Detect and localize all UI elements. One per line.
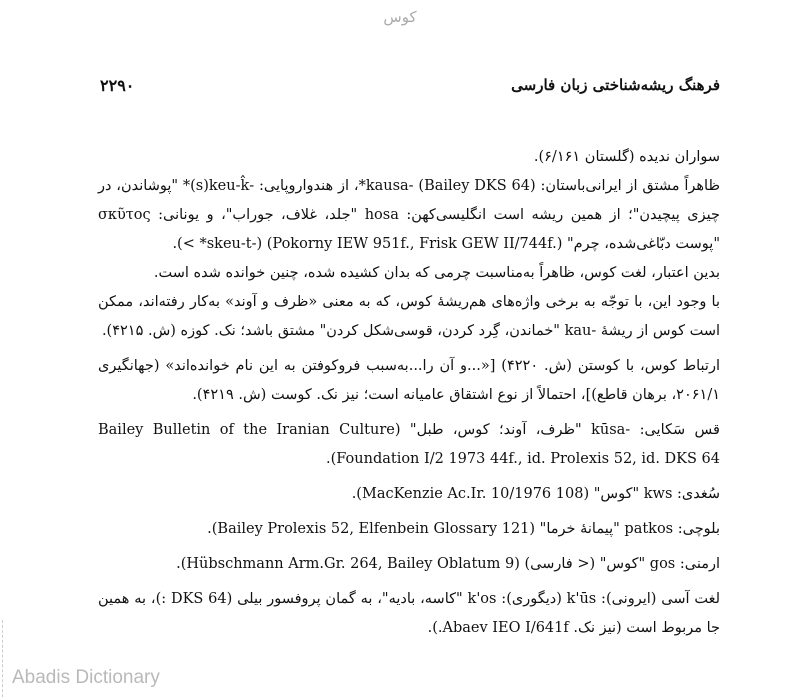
paragraph-sogdian: سُغدی: kws "کوس" (MacKenzie Ac.Ir. 10/1976 108). — [351, 486, 720, 502]
page-number: ۲۲۹۰ — [100, 76, 135, 95]
watermark-logo: Abadis Dictionary — [12, 667, 160, 688]
paragraph-alternative-root: با وجود این، با توجّه به برخی واژه‌های هم‌ریشهٔ کوس، که به معنی «ظرف و آوند» به‌کار رفته‌اند، ممکن است کوس از ریشهٔ -kau "خماندن، گِرد کردن، قوسی‌شکل کردن" مشتق باشد؛ نک. کوزه (ش. ۴۲۱۵). — [98, 294, 720, 339]
paragraph-gulistan-quote: سواران ندیده (گلستان ۶/۱۶۱). — [533, 149, 720, 165]
paragraph-etymology-origin: ظاهراً مشتق از ایرانی‌باستان: ‎*kausa- (Bailey DKS 64)‎، از هندواروپایی: ‎*(s)keu-k̂-‎ "پوشاندن، در چیزی پیچیدن"؛ از همین ریشه است انگلیسی‌کهن: hosa "جلد، غلاف، جوراب"، و یونانی: σκῦτος "پوست دبّاغی‌شده، چرم" ‎(< *skeu-t-) (Pokorny IEW 951f., Frisk GEW II/744f.)‎. — [98, 178, 721, 252]
paragraph-balochi: بلوچی: patkos "پیمانهٔ خرما" (Bailey Prolexis 52, Elfenbein Glossary 121). — [207, 521, 720, 537]
paragraph-leather-explanation: بدین اعتبار، لغت کوس، ظاهراً به‌مناسبت چرمی که بدان کشیده شده، چنین خوانده شده است. — [153, 265, 720, 281]
paragraph-ossetic: لغت آسی (ایرونی): k'ūs (دیگوری): k'os "کاسه، بادیه"، به گمان پروفسور بیلی (DKS 64 :)، به همین جا مربوط است (نیز نک. Abaev IEO I/641f.). — [98, 591, 720, 636]
entry-title: کوس — [383, 8, 417, 26]
book-title: فرهنگ ریشه‌شناختی زبان فارسی — [511, 76, 720, 94]
page-header — [100, 76, 720, 106]
entry-body — [98, 143, 720, 643]
paragraph-saka: قس سَکایی: -kūsa "ظرف، آوند؛ کوس، طبل" (Bailey Bulletin of the Iranian Culture Foundation I/2 1973 44f., id. Prolexis 52, id. DKS 64). — [98, 422, 720, 467]
page-edge-divider — [2, 620, 4, 697]
paragraph-kustan-relation: ارتباط کوس، با کوستن (ش. ۴۲۲۰) [«...و آن را...به‌سبب فروکوفتن به این نام خوانده‌اند» (جهانگیری ۲۰۶۱/۱، برهان قاطع)]، احتمالاً از نوع اشتقاق عامیانه است؛ نیز نک. کوست (ش. ۴۲۱۹). — [98, 358, 720, 403]
paragraph-armenian: ارمنی: gos "کوس" (< فارسی) (Hübschmann Arm.Gr. 264, Bailey Oblatum 9). — [176, 556, 720, 572]
